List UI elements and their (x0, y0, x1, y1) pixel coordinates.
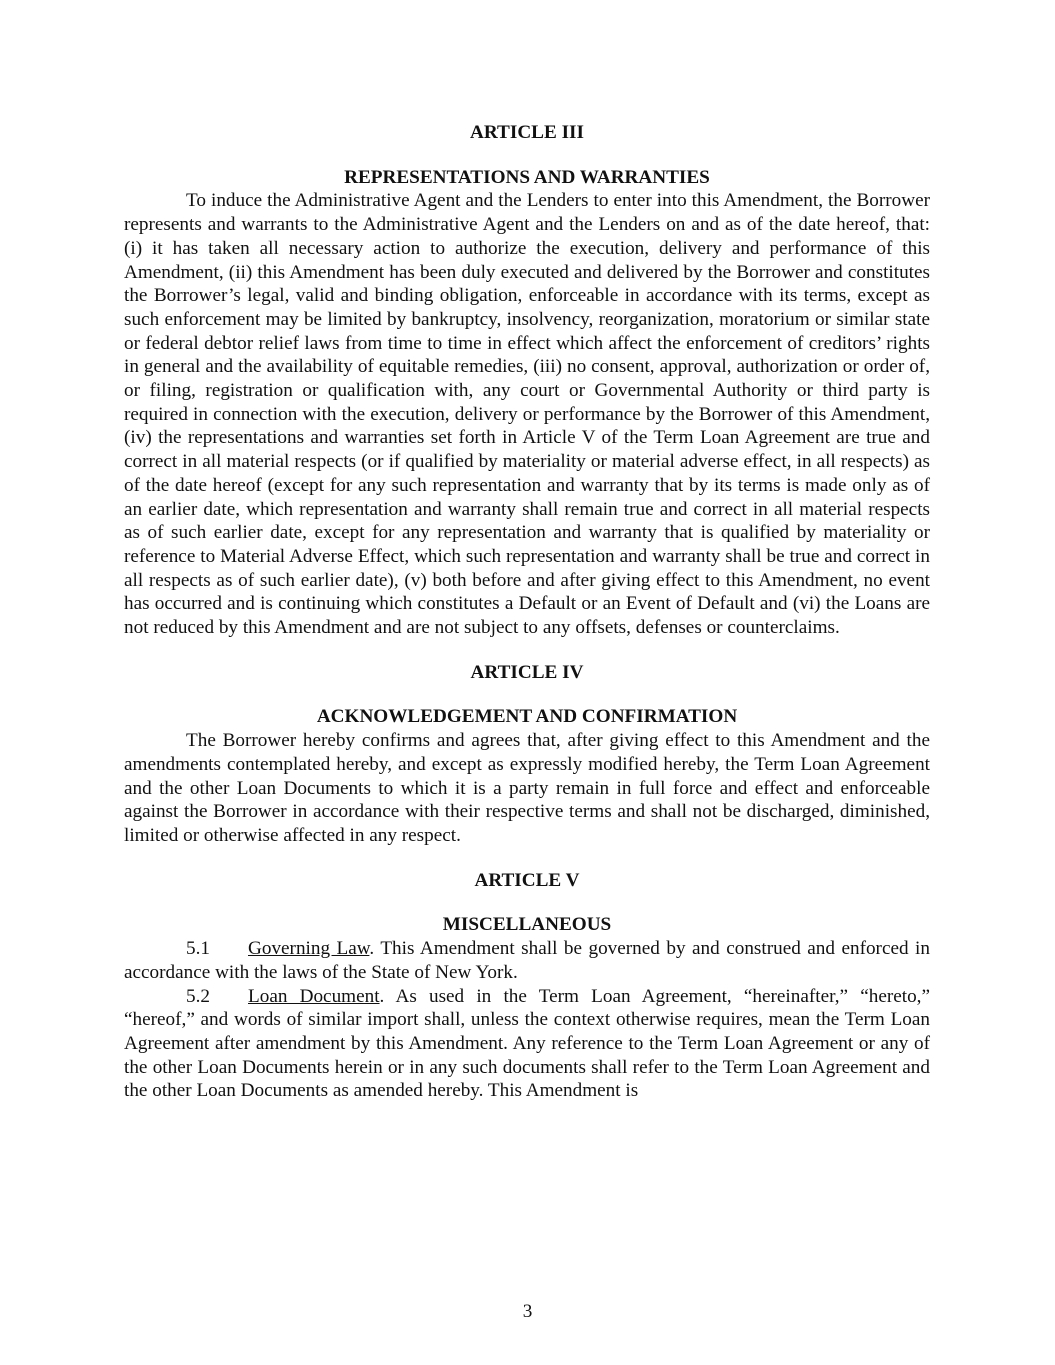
page-content (124, 121, 930, 1103)
article-4-title: ACKNOWLEDGEMENT AND CONFIRMATION (316, 706, 738, 728)
section-5-2-text: . As used in the Term Loan Agreement, “hereinafter,” “hereto,” “hereof,” and words of similar import shall, unless the context otherwise requires, mean the Term Loan Agreement after amendment by this Amendment. Any reference to the Term Loan Agreement or any of the other Loan Documents herein or in any such documents shall refer to the Term Loan Agreement and the other Loan Documents as amended hereby. This Amendment is (124, 985, 930, 1102)
section-5-2 (124, 985, 930, 1104)
article-3-number: ARTICLE III (470, 122, 584, 143)
page-number: 3 (522, 1301, 533, 1322)
article-5-number: ARTICLE V (474, 869, 580, 891)
article-5-title: MISCELLANEOUS (442, 914, 612, 936)
section-5-1-number: 5.1 (186, 938, 210, 960)
section-5-1-text: . This Amendment shall be governed by and construed and enforced in accordance with the laws of the State of New York. (124, 938, 930, 983)
section-5-1 (124, 937, 930, 984)
section-5-2-number: 5.2 (186, 985, 210, 1007)
section-5-1-title: Governing Law (248, 938, 370, 960)
section-5-2-title: Loan Document (248, 985, 380, 1007)
article-3-body: To induce the Administrative Agent and the Lenders to enter into this Amendment, the Borrower represents and warrants to the Administrative Agent and the Lenders on and as of the date hereof, that: (i) it has taken all necessary action to authorize the execution, delivery and performance of this Amendment, (ii) this Amendment has been duly executed and delivered by the Borrower and constitutes the Borrower’s legal, valid and binding obligation, enforceable in accordance with its terms, except as such enforcement may be limited by bankruptcy, insolvency, reorganization, moratorium or similar state or federal debtor relief laws from time to time in effect which affect the enforcement of creditors’ rights in general and the availability of equitable remedies, (iii) no consent, approval, authorization or order of, or filing, registration or qualification with, any court or Governmental Authority or third party is required in connection with the execution, delivery or performance by the Borrower of this Amendment, (iv) the representations and warranties set forth in Article V of the Term Loan Agreement are true and correct in all material respects (or if qualified by materiality or material adverse effect, in all respects) as of the date hereof (except for any such representation and warranty that by its terms is made only as of an earlier date, which representation and warranty shall remain true and correct in all material respects as of such earlier date, except for any representation and warranty that is qualified by materiality or reference to Material Adverse Effect, which such representation and warranty shall be true and correct in all respects as of such earlier date), (v) both before and after giving effect to this Amendment, no event has occurred and is continuing which constitutes a Default or an Event of Default and (vi) the Loans are not reduced by this Amendment and are not subject to any offsets, defenses or counterclaims. (124, 190, 930, 639)
article-3-title: REPRESENTATIONS AND WARRANTIES (344, 166, 710, 188)
article-4-body: The Borrower hereby confirms and agrees that, after giving effect to this Amendment and the amendments contemplated hereby, and except as expressly modified hereby, the Term Loan Agreement and the other Loan Documents to which it is a party remain in full force and effect and enforceable against the Borrower in accordance with their respective terms and shall not be discharged, diminished, limited or otherwise affected in any respect. (124, 730, 930, 846)
article-4-number: ARTICLE IV (470, 661, 584, 683)
